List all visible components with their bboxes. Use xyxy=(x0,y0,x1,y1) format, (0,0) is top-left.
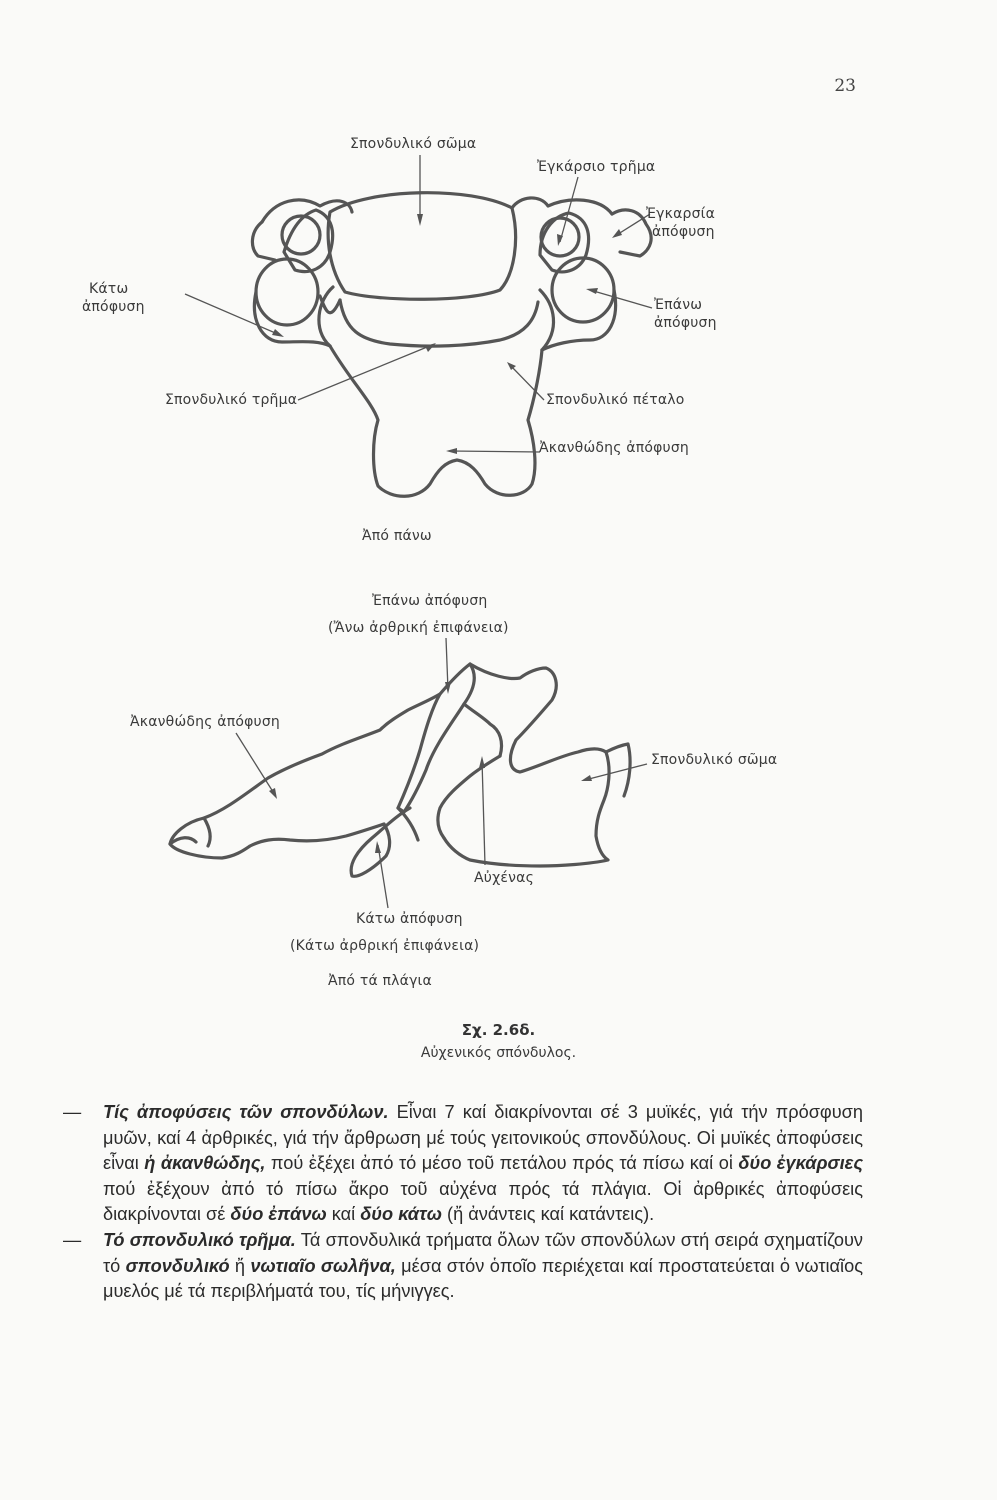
heading-vertebral-foramen: Τό σπονδυλικό τρῆμα. xyxy=(103,1229,296,1250)
bullet-dash: — xyxy=(63,1102,82,1122)
label-inferior-process-line1: Κάτω xyxy=(89,281,129,297)
text-span: πού ἐξέχουν ἀπό τό πίσω ἄκρο τοῦ αὐχένα πρός τά πλάγια. Οἱ ἀρθρικές ἀποφύσεις διακρίνονται σέ xyxy=(103,1178,863,1225)
heading-processes: Τίς ἀποφύσεις τῶν σπονδύλων. xyxy=(103,1102,389,1122)
page-number: 23 xyxy=(834,76,856,96)
label-superior-process-side: Ἐπάνω ἀπόφυση xyxy=(372,593,488,609)
emphasis: δύο κάτω xyxy=(360,1204,442,1225)
label-top-view: Ἀπό πάνω xyxy=(362,528,432,544)
label-transverse-process-line1: Ἐγκαρσία xyxy=(646,206,716,222)
label-transverse-foramen: Ἐγκάρσιο τρῆμα xyxy=(537,159,656,175)
emphasis: σπονδυλικό xyxy=(125,1255,230,1276)
emphasis: ἡ ἀκανθώδης, xyxy=(144,1153,266,1174)
label-inferior-process-side: Κάτω ἀπόφυση xyxy=(356,911,463,927)
label-spinous-process: Ἀκανθώδης ἀπόφυση xyxy=(539,440,689,456)
label-side-view: Ἀπό τά πλάγια xyxy=(328,973,432,989)
text-span: μέσα στόν ὁποῖο περιέχεται καί προστατεύεται ὁ νωτιαῖος μυελός μέ τά περιβλήματά του, τίς μήνιγγες. xyxy=(103,1255,863,1302)
label-superior-surface: (Ἄνω ἀρθρική ἐπιφάνεια) xyxy=(328,620,509,636)
label-vertebral-body-side: Σπονδυλικό σῶμα xyxy=(651,752,778,768)
text-span: ἤ xyxy=(229,1255,251,1276)
label-vertebral-foramen: Σπονδυλικό τρῆμα xyxy=(165,392,298,408)
label-vertebral-body: Σπονδυλικό σῶμα xyxy=(350,136,477,152)
text-span: Εἶναι 7 καί διακρίνονται σέ 3 μυϊκές, γιά τήν πρόσφυση μυῶν, καί 4 ἀρθρικές, γιά τήν ἄρθρωση μέ τούς γειτονικούς σπονδύλους. Οἱ μυϊκές ἀποφύσεις εἶναι xyxy=(103,1102,863,1174)
emphasis: νωτιαῖο σωλῆνα, xyxy=(250,1255,396,1276)
emphasis: δύο ἐγκάρσιες xyxy=(738,1153,864,1174)
paragraph-vertebral-foramen xyxy=(63,1228,863,1305)
paragraph-processes xyxy=(63,1100,864,1228)
bullet-dash: — xyxy=(63,1229,82,1250)
body-text xyxy=(63,1100,864,1305)
figure-caption: Αὐχενικός σπόνδυλος. xyxy=(420,1045,577,1061)
label-inferior-surface: (Κάτω ἀρθρική ἐπιφάνεια) xyxy=(290,938,480,954)
side-view-drawing xyxy=(170,664,630,876)
text-span: πού ἐξέχει ἀπό τό μέσο τοῦ πετάλου πρός τά πίσω καί οἱ xyxy=(265,1153,739,1174)
label-superior-process-line2: ἀπόφυση xyxy=(654,315,717,331)
label-vertebral-arch: Σπονδυλικό πέταλο xyxy=(546,392,685,408)
label-transverse-process-line2: ἀπόφυση xyxy=(652,224,715,240)
label-superior-process-line1: Ἐπάνω xyxy=(654,297,703,313)
figure-number: Σχ. 2.6δ. xyxy=(461,1021,536,1039)
text-span: Τά σπονδυλικά τρήματα ὅλων τῶν σπονδύλων στή σειρά σχηματίζουν τό xyxy=(103,1229,863,1276)
emphasis: δύο ἐπάνω xyxy=(230,1204,327,1225)
text-span: (ἤ ἀνάντεις καί κατάντεις). xyxy=(441,1204,655,1225)
label-inferior-process-line2: ἀπόφυση xyxy=(82,299,145,315)
label-spinous-process-side: Ἀκανθώδης ἀπόφυση xyxy=(130,714,280,730)
text-span: καί xyxy=(326,1204,361,1225)
label-neck: Αὐχένας xyxy=(474,870,534,886)
